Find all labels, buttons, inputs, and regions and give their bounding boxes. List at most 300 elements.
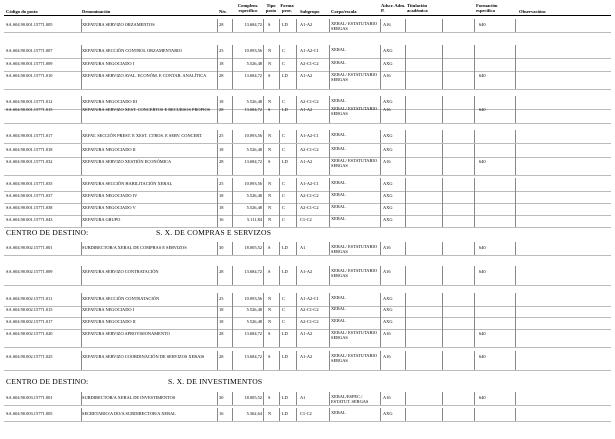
cell-corpo: XERAL/ ESTATUTARIO SERGAS (331, 353, 378, 363)
cell-tipo: N (268, 319, 272, 324)
cell-subgrupo: A1-A2 (300, 331, 313, 336)
row-divider (4, 370, 611, 371)
cell-corpo: XERAL/ ESTATUTARIO SERGAS (331, 268, 378, 278)
cell-tipo: N (268, 307, 272, 312)
column-divider (515, 408, 516, 422)
cell-tipo: N (268, 411, 272, 416)
header-complemento: Complem. específico (237, 3, 259, 13)
header-tipo: Tipo posto (265, 3, 277, 13)
cell-denominacion: XEFATURA GRUPO (82, 217, 121, 222)
column-divider (380, 242, 381, 256)
column-divider (405, 266, 406, 286)
column-divider (217, 19, 218, 33)
cell-denominacion: XEFAT. SECCIÓN PREST. E XEST. CTROS. E SERV. CONCERT. (82, 133, 203, 138)
column-divider (279, 266, 280, 286)
cell-tipo: N (268, 48, 272, 53)
column-divider (296, 266, 297, 286)
cell-tipo: N (268, 205, 272, 210)
cell-corpo: XERAL (331, 192, 346, 197)
cell-subgrupo: A1 (300, 395, 306, 400)
cell-complemento: 13.684,72 (244, 107, 262, 112)
column-divider (263, 392, 264, 406)
center-name: S. X. DE INVESTIMENTOS (168, 377, 263, 386)
column-divider (217, 408, 218, 422)
column-divider (515, 266, 516, 286)
cell-nivel: 28 (219, 159, 224, 164)
column-divider (474, 328, 475, 348)
header-nivel: Nív. (219, 9, 227, 14)
cell-codigo: SA.S04.90.001.15771.007 (6, 48, 53, 53)
cell-complemento: 13.684,72 (244, 73, 262, 78)
cell-corpo: XERAL/ ESTATUTARIO SERGAS (331, 244, 378, 254)
table-row (0, 408, 615, 422)
column-divider (515, 156, 516, 176)
column-divider (217, 214, 218, 228)
cell-forma: LD (282, 107, 288, 112)
cell-denominacion: SECRETARIO/A DO/A SUBDIRECTOR/A XERAL (82, 411, 176, 416)
column-divider (279, 104, 280, 124)
column-divider (263, 19, 264, 33)
column-divider (442, 392, 443, 406)
cell-codigo: SA.S04.90.001.15771.035 (6, 181, 53, 186)
cell-denominacion: XEFATURA SERVIZO COORDINACIÓN DE SERVIZOS XERAIS (82, 354, 205, 359)
column-divider (405, 45, 406, 59)
column-divider (279, 214, 280, 228)
row-divider (4, 175, 611, 176)
cell-codigo: SA.S04.90.002.15771.020 (6, 331, 53, 336)
cell-tipo: N (268, 296, 272, 301)
cell-subgrupo: A1-A2-C1 (300, 181, 319, 186)
cell-codigo: SA.S04.90.001.15771.009 (6, 61, 53, 66)
cell-adscricion: AXG (383, 61, 393, 66)
center-name: S. X. DE COMPRAS E SERVIZOS (156, 228, 272, 237)
column-divider (474, 19, 475, 33)
cell-corpo: XERAL (331, 216, 346, 221)
cell-subgrupo: A2-C1-C2 (300, 307, 319, 312)
cell-codigo: SA.S04.90.002.15771.009 (6, 269, 53, 274)
column-divider (442, 130, 443, 144)
column-divider (515, 328, 516, 348)
column-divider (405, 70, 406, 90)
row-divider (4, 285, 611, 286)
cell-forma: C (282, 307, 285, 312)
cell-subgrupo: A1-A2 (300, 22, 313, 27)
cell-forma: C (282, 319, 285, 324)
table-row (0, 130, 615, 144)
column-divider (296, 45, 297, 59)
cell-adscricion: A16 (383, 395, 391, 400)
cell-tipo: S (268, 245, 271, 250)
header-titulacion: Titulación académica (407, 3, 428, 13)
column-divider (442, 156, 443, 176)
column-divider (474, 214, 475, 228)
column-divider (217, 104, 218, 124)
column-divider (474, 266, 475, 286)
column-divider (405, 19, 406, 33)
cell-nivel: 25 (219, 181, 224, 186)
cell-codigo: SA.S04.90.001.15771.012 (6, 99, 53, 104)
row-divider (4, 347, 611, 348)
cell-forma: LD (282, 159, 288, 164)
cell-subgrupo: A1-A2 (300, 269, 313, 274)
cell-corpo: XERAL (331, 98, 346, 103)
cell-denominacion: XEFATURA SERVIZO AVAL. ECONÓM. E CONTAB. ANALÍTICA (82, 73, 207, 78)
column-divider (474, 70, 475, 90)
cell-complemento: 10.093,56 (244, 296, 262, 301)
cell-nivel: 18 (219, 99, 224, 104)
cell-denominacion: XEFATURA SERVIZO APROVISIONAMENTO (82, 331, 170, 336)
cell-nivel: 28 (219, 331, 224, 336)
column-divider (217, 130, 218, 144)
column-divider (296, 130, 297, 144)
column-divider (442, 70, 443, 90)
cell-subgrupo: A2-C1-C2 (300, 61, 319, 66)
cell-denominacion: XEFATURA SERVIZO ORZAMENTOS (82, 22, 155, 27)
cell-complemento: 10.093,56 (244, 133, 262, 138)
column-divider (380, 266, 381, 286)
cell-codigo: SA.S04.90.002.15771.011 (6, 296, 53, 301)
column-divider (442, 242, 443, 256)
cell-tipo: N (268, 217, 272, 222)
column-divider (442, 45, 443, 59)
cell-subgrupo: A1-A2 (300, 354, 313, 359)
row-divider (4, 123, 611, 124)
cell-forma: LD (282, 269, 288, 274)
cell-codigo: SA.S04.90.001.15771.037 (6, 193, 53, 198)
row-divider (4, 421, 611, 422)
column-divider (279, 156, 280, 176)
cell-adscricion: AXG (383, 133, 393, 138)
cell-adscricion: AXG (383, 319, 393, 324)
cell-nivel: 28 (219, 107, 224, 112)
cell-nivel: 18 (219, 193, 224, 198)
cell-denominacion: XEFATURA NEGOCIADO I (82, 307, 135, 312)
cell-tipo: N (268, 193, 272, 198)
column-divider (217, 351, 218, 371)
cell-subgrupo: A2-C1-C2 (300, 99, 319, 104)
cell-corpo: XERAL/ ESTATUTARIO SERGAS (331, 158, 378, 168)
cell-denominacion: XEFATURA SECCIÓN CONTRATACIÓN (82, 296, 160, 301)
cell-corpo: XERAL (331, 132, 346, 137)
column-divider (263, 45, 264, 59)
cell-forma: C (282, 147, 285, 152)
table-row (0, 19, 615, 33)
column-divider (279, 19, 280, 33)
column-divider (296, 156, 297, 176)
column-divider (442, 214, 443, 228)
cell-adscricion: A16 (383, 354, 391, 359)
column-divider (380, 351, 381, 371)
cell-subgrupo: A1-A2 (300, 159, 313, 164)
table-row (0, 70, 615, 90)
column-divider (232, 328, 233, 348)
cell-subgrupo: A1 (300, 245, 306, 250)
column-divider (405, 214, 406, 228)
cell-subgrupo: A2-C1-C2 (300, 319, 319, 324)
column-divider (279, 328, 280, 348)
cell-corpo: XERAL (331, 318, 346, 323)
column-divider (263, 104, 264, 124)
table-row (0, 156, 615, 176)
cell-subgrupo: A1-A2 (300, 107, 313, 112)
column-divider (405, 408, 406, 422)
table-row (0, 328, 615, 348)
column-divider (263, 408, 264, 422)
cell-codigo: SA.S04.90.003.15771.001 (6, 395, 53, 400)
column-divider (217, 392, 218, 406)
cell-corpo: XERAL (331, 410, 346, 415)
column-divider (232, 45, 233, 59)
table-header (0, 0, 615, 16)
cell-complemento: 18.005,52 (244, 395, 262, 400)
cell-corpo: XERAL (331, 146, 346, 151)
cell-subgrupo: A2-C1-C2 (300, 193, 319, 198)
cell-forma: LD (282, 354, 288, 359)
cell-forma: LD (282, 73, 288, 78)
cell-adscricion: AXG (383, 181, 393, 186)
cell-codigo: SA.S04.90.001.15771.038 (6, 205, 53, 210)
center-label: CENTRO DE DESTINO: (6, 377, 89, 386)
column-divider (380, 392, 381, 406)
column-divider (405, 351, 406, 371)
cell-adscricion: AXG (383, 217, 393, 222)
cell-codigo: SA.S04.90.003.15771.005 (6, 411, 53, 416)
header-corpo: Corpo/escala (331, 9, 357, 14)
cell-adscricion: A16 (383, 22, 391, 27)
cell-formacion: 640 (479, 73, 486, 78)
column-divider (442, 19, 443, 33)
column-divider (442, 266, 443, 286)
cell-complemento: 13.684,72 (244, 269, 262, 274)
cell-nivel: 25 (219, 133, 224, 138)
cell-nivel: 28 (219, 269, 224, 274)
column-divider (232, 392, 233, 406)
cell-adscricion: A16 (383, 107, 391, 112)
column-divider (232, 242, 233, 256)
column-divider (405, 392, 406, 406)
column-divider (405, 242, 406, 256)
cell-corpo: XERAL (331, 306, 346, 311)
column-divider (380, 408, 381, 422)
cell-tipo: S (268, 73, 271, 78)
column-divider (279, 392, 280, 406)
cell-formacion: 640 (479, 245, 486, 250)
cell-denominacion: XEFATURA NEGOCIADO I (82, 61, 135, 66)
column-divider (296, 104, 297, 124)
cell-forma: LD (282, 395, 288, 400)
column-divider (279, 351, 280, 371)
cell-forma: C (282, 193, 285, 198)
column-divider (474, 130, 475, 144)
cell-nivel: 18 (219, 61, 224, 66)
cell-codigo: SA.S04.90.002.15771.015 (6, 307, 53, 312)
table-row (0, 45, 615, 59)
cell-complemento: 10.093,56 (244, 48, 262, 53)
column-divider (232, 70, 233, 90)
cell-complemento: 13.684,72 (244, 354, 262, 359)
column-divider (296, 351, 297, 371)
column-divider (442, 104, 443, 124)
column-divider (474, 392, 475, 406)
header-codigo: Código do posto (6, 9, 38, 14)
header-adscricion: Adscr. Adm. P. (381, 3, 406, 13)
cell-denominacion: XEFATURA NEGOCIADO IV (82, 193, 138, 198)
cell-adscricion: AXG (383, 307, 393, 312)
cell-corpo: XERAL/ ESTATUTARIO SERGAS (331, 21, 378, 31)
cell-tipo: N (268, 181, 272, 186)
column-divider (217, 156, 218, 176)
cell-complemento: 13.684,72 (244, 22, 262, 27)
cell-adscricion: AXG (383, 296, 393, 301)
row-divider (4, 32, 611, 33)
column-divider (296, 19, 297, 33)
column-divider (217, 45, 218, 59)
cell-forma: C (282, 133, 285, 138)
cell-denominacion: XEFATURA SECCIÓN HABILITACIÓN XERAL (82, 181, 173, 186)
cell-subgrupo: C1-C2 (300, 217, 312, 222)
cell-tipo: S (268, 159, 271, 164)
cell-nivel: 16 (219, 411, 224, 416)
cell-nivel: 18 (219, 319, 224, 324)
cell-complemento: 10.093,56 (244, 181, 262, 186)
cell-codigo: SA.S04.90.001.15771.043 (6, 217, 53, 222)
column-divider (263, 156, 264, 176)
cell-forma: C (282, 217, 285, 222)
cell-denominacion: XEFATURA NEGOCIADO V (82, 205, 136, 210)
cell-complemento: 5.111,84 (246, 217, 262, 222)
column-divider (279, 45, 280, 59)
column-divider (380, 19, 381, 33)
cell-subgrupo: A2-C1-C2 (300, 147, 319, 152)
cell-forma: C (282, 205, 285, 210)
cell-denominacion: XEFATURA NEGOCIADO II (82, 319, 136, 324)
column-divider (380, 156, 381, 176)
column-divider (442, 408, 443, 422)
cell-codigo: SA.S04.90.001.15771.032 (6, 159, 53, 164)
cell-tipo: S (268, 354, 271, 359)
cell-forma: LD (282, 22, 288, 27)
cell-complemento: 5.526,48 (246, 193, 262, 198)
cell-nivel: 18 (219, 147, 224, 152)
cell-denominacion: XEFATURA NEGOCIADO II (82, 147, 136, 152)
cell-nivel: 30 (219, 245, 224, 250)
cell-nivel: 28 (219, 354, 224, 359)
column-divider (217, 242, 218, 256)
column-divider (405, 130, 406, 144)
column-divider (474, 242, 475, 256)
cell-complemento: 5.526,48 (246, 205, 262, 210)
cell-complemento: 18.005,52 (244, 245, 262, 250)
column-divider (380, 214, 381, 228)
cell-codigo: SA.S04.90.002.15771.017 (6, 319, 53, 324)
column-divider (232, 156, 233, 176)
column-divider (380, 328, 381, 348)
column-divider (263, 214, 264, 228)
column-divider (380, 104, 381, 124)
cell-complemento: 5.526,48 (246, 147, 262, 152)
cell-subgrupo: A1-A2-C1 (300, 296, 319, 301)
header-forma: Forma prov. (280, 3, 294, 13)
cell-adscricion: AXG (383, 193, 393, 198)
cell-corpo: XERAL (331, 295, 346, 300)
header-observacions: Observacións (519, 9, 546, 14)
cell-denominacion: XEFATURA SERVIZO XESTIÓN ECONÓMICA (82, 159, 172, 164)
cell-subgrupo: A2-C1-C2 (300, 205, 319, 210)
cell-complemento: 5.526,48 (246, 319, 262, 324)
column-divider (232, 408, 233, 422)
column-divider (515, 45, 516, 59)
column-divider (474, 351, 475, 371)
table-row (0, 104, 615, 124)
cell-corpo: XERAL (331, 204, 346, 209)
column-divider (232, 19, 233, 33)
center-label: CENTRO DE DESTINO: (6, 228, 89, 237)
cell-nivel: 28 (219, 22, 224, 27)
column-divider (217, 70, 218, 90)
column-divider (405, 156, 406, 176)
cell-formacion: 640 (479, 331, 486, 336)
cell-adscricion: AXG (383, 205, 393, 210)
cell-corpo: XERAL (331, 47, 346, 52)
column-divider (474, 45, 475, 59)
cell-nivel: 30 (219, 395, 224, 400)
cell-subgrupo: C1-C2 (300, 411, 312, 416)
cell-tipo: S (268, 395, 271, 400)
cell-subgrupo: A1-A2-C1 (300, 133, 319, 138)
header-denominacion: Denominación (82, 9, 111, 14)
cell-tipo: S (268, 269, 271, 274)
cell-formacion: 640 (479, 22, 486, 27)
cell-forma: LD (282, 245, 288, 250)
column-divider (263, 266, 264, 286)
table-row (0, 266, 615, 286)
row-divider (4, 405, 611, 406)
column-divider (405, 328, 406, 348)
cell-codigo: SA.S04.90.001.15771.015 (6, 107, 53, 112)
cell-corpo: XERAL (331, 60, 346, 65)
cell-nivel: 18 (219, 307, 224, 312)
column-divider (279, 130, 280, 144)
column-divider (263, 130, 264, 144)
table-row (0, 392, 615, 406)
column-divider (380, 130, 381, 144)
cell-tipo: S (268, 107, 271, 112)
cell-codigo: SA.S04.90.002.15771.001 (6, 245, 53, 250)
cell-corpo: XERAL/ ESTATUTARIO SERGAS (331, 106, 378, 116)
cell-nivel: 25 (219, 48, 224, 53)
cell-tipo: N (268, 133, 272, 138)
cell-forma: LD (282, 331, 288, 336)
cell-adscricion: AXG (383, 99, 393, 104)
cell-codigo: SA.S04.90.001.15771.005 (6, 22, 53, 27)
cell-adscricion: AXG (383, 48, 393, 53)
cell-denominacion: SUBDIRECTOR/A XERAL DE INVESTIMENTOS (82, 395, 176, 400)
column-divider (217, 328, 218, 348)
cell-denominacion: XEFATURA SERVIZO XEST. CONCERTOS E RECURSOS PROPIOS (82, 107, 211, 112)
cell-denominacion: XEFATURA NEGOCIADO III (82, 99, 138, 104)
cell-tipo: N (268, 61, 272, 66)
cell-codigo: SA.S04.90.001.15771.018 (6, 147, 53, 152)
column-divider (380, 70, 381, 90)
column-divider (296, 392, 297, 406)
cell-complemento: 5.526,48 (246, 99, 262, 104)
cell-adscricion: A16 (383, 331, 391, 336)
cell-tipo: N (268, 147, 272, 152)
cell-forma: C (282, 61, 285, 66)
cell-tipo: N (268, 99, 272, 104)
cell-forma: LD (282, 411, 288, 416)
cell-corpo: XERAL/ ESTATUTARIO SERGAS (331, 330, 378, 340)
